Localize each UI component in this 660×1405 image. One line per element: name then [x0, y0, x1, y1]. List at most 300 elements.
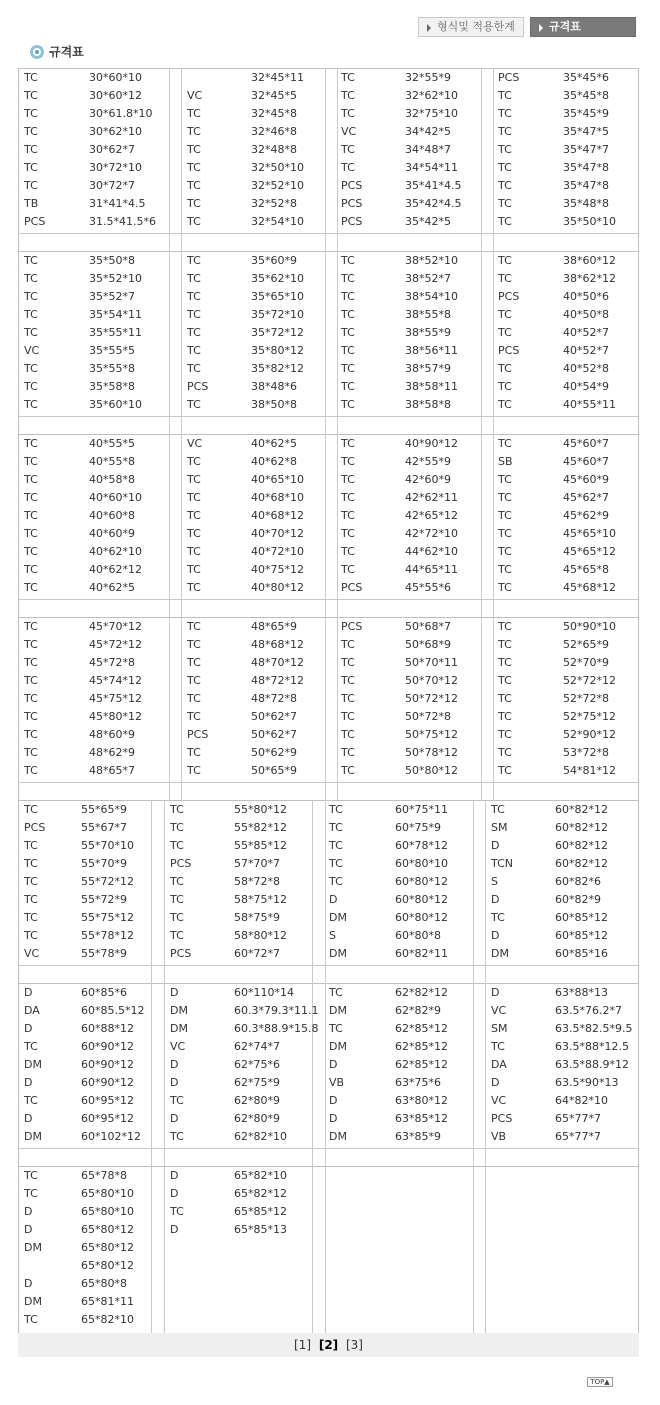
spec-row — [337, 672, 482, 690]
spec-column — [19, 984, 151, 1146]
seal-size: 34*54*11 — [405, 161, 458, 174]
spec-row — [19, 195, 169, 213]
seal-size: 60*82*12 — [555, 839, 608, 852]
seal-size: 55*67*7 — [81, 821, 127, 834]
seal-type: DM — [329, 911, 347, 924]
spec-row — [325, 984, 473, 1002]
spec-row — [19, 252, 169, 270]
seal-size: 40*60*8 — [89, 509, 135, 522]
seal-type: TC — [341, 509, 355, 522]
spec-row — [493, 87, 638, 105]
spec-row — [19, 1002, 151, 1020]
spec-row — [181, 141, 326, 159]
seal-size: 45*60*7 — [563, 455, 609, 468]
seal-type: TC — [187, 638, 201, 651]
spec-row — [164, 1221, 311, 1239]
bullet-icon — [30, 45, 44, 59]
spec-row — [325, 927, 473, 945]
seal-size: 35*47*8 — [563, 161, 609, 174]
seal-type: TC — [498, 563, 512, 576]
spec-column — [325, 801, 473, 963]
seal-type: TC — [341, 746, 355, 759]
spec-row — [181, 87, 326, 105]
seal-size: 38*60*12 — [563, 254, 616, 267]
spec-row — [164, 1056, 311, 1074]
spec-row — [337, 306, 482, 324]
seal-size: 40*55*11 — [563, 398, 616, 411]
spec-row — [164, 1167, 311, 1185]
seal-size: 35*52*10 — [89, 272, 142, 285]
seal-size: 62*80*9 — [234, 1112, 280, 1125]
spec-row — [493, 708, 638, 726]
seal-size: 55*72*12 — [81, 875, 134, 888]
seal-type: VC — [170, 1040, 186, 1053]
seal-type: TC — [341, 728, 355, 741]
seal-size: 50*72*8 — [405, 710, 451, 723]
seal-type: TC — [24, 911, 38, 924]
seal-size: 45*60*7 — [563, 437, 609, 450]
seal-size: 50*65*9 — [251, 764, 297, 777]
seal-type: TC — [498, 674, 512, 687]
spec-row — [325, 1038, 473, 1056]
seal-type: TC — [498, 398, 512, 411]
spec-row — [181, 690, 326, 708]
spec-block — [19, 1167, 638, 1347]
spec-row — [493, 288, 638, 306]
seal-size: 65*77*7 — [555, 1112, 601, 1125]
seal-size: 60*80*12 — [395, 893, 448, 906]
seal-type: TC — [498, 656, 512, 669]
seal-size: 40*70*12 — [251, 527, 304, 540]
spec-row — [325, 1002, 473, 1020]
seal-size: 38*48*6 — [251, 380, 297, 393]
seal-size: 48*72*12 — [251, 674, 304, 687]
spec-row — [337, 270, 482, 288]
seal-type: PCS — [341, 620, 363, 633]
seal-type: TC — [498, 620, 512, 633]
spec-row — [485, 1110, 639, 1128]
seal-type: D — [329, 1094, 338, 1107]
seal-size: 45*70*12 — [89, 620, 142, 633]
spec-row — [19, 726, 169, 744]
seal-type: TC — [170, 875, 184, 888]
spec-row — [493, 543, 638, 561]
spec-row — [19, 360, 169, 378]
seal-type: TC — [187, 398, 201, 411]
seal-size: 50*62*7 — [251, 710, 297, 723]
seal-type: TC — [24, 362, 38, 375]
seal-size: 50*72*12 — [405, 692, 458, 705]
spec-column — [337, 69, 482, 231]
seal-type: VC — [24, 947, 40, 960]
seal-size: 32*45*8 — [251, 107, 297, 120]
seal-type: TC — [24, 491, 38, 504]
spec-column — [19, 435, 169, 597]
spec-row — [485, 909, 639, 927]
seal-type: SB — [498, 455, 513, 468]
seal-size: 65*80*12 — [81, 1259, 134, 1272]
seal-type: TC — [24, 1187, 38, 1200]
seal-type: TC — [329, 986, 343, 999]
spec-row — [337, 744, 482, 762]
seal-size: 35*55*8 — [89, 362, 135, 375]
seal-type: TC — [170, 1094, 184, 1107]
seal-type: TC — [24, 1094, 38, 1107]
spec-row — [181, 270, 326, 288]
spec-row — [485, 837, 639, 855]
seal-type: DM — [329, 1130, 347, 1143]
spec-row — [337, 543, 482, 561]
column-divider — [169, 618, 170, 801]
spec-row — [181, 159, 326, 177]
spec-row — [19, 1185, 151, 1203]
spec-row — [164, 1185, 311, 1203]
seal-size: 50*78*12 — [405, 746, 458, 759]
spec-row — [325, 1128, 473, 1146]
seal-type: DM — [24, 1130, 42, 1143]
seal-size: 60*95*12 — [81, 1112, 134, 1125]
spec-row — [181, 636, 326, 654]
page-link-1[interactable]: [1] — [294, 1338, 311, 1352]
column-divider — [151, 801, 152, 984]
seal-size: 35*62*10 — [251, 272, 304, 285]
spec-row — [337, 342, 482, 360]
seal-size: 62*85*12 — [395, 1040, 448, 1053]
seal-type: TC — [24, 161, 38, 174]
spec-row — [493, 471, 638, 489]
seal-size: 35*47*5 — [563, 125, 609, 138]
seal-type: SM — [491, 1022, 508, 1035]
spec-row — [19, 1311, 151, 1329]
seal-size: 55*78*12 — [81, 929, 134, 942]
seal-size: 62*82*9 — [395, 1004, 441, 1017]
seal-type: TC — [341, 143, 355, 156]
seal-size: 30*60*12 — [89, 89, 142, 102]
seal-type: TC — [170, 911, 184, 924]
spec-row — [485, 945, 639, 963]
spec-row — [164, 819, 311, 837]
spec-row — [19, 69, 169, 87]
spec-column — [19, 1167, 151, 1329]
seal-size: 65*77*7 — [555, 1130, 601, 1143]
seal-size: 60*90*12 — [81, 1076, 134, 1089]
seal-size: 62*85*12 — [395, 1022, 448, 1035]
seal-type: TCN — [491, 857, 513, 870]
seal-type: TC — [24, 254, 38, 267]
seal-size: 38*57*9 — [405, 362, 451, 375]
seal-type: TC — [170, 839, 184, 852]
spec-column — [164, 801, 311, 963]
spec-row — [485, 1128, 639, 1146]
seal-type: TC — [24, 1313, 38, 1326]
seal-size: 63.5*88*12.5 — [555, 1040, 629, 1053]
spec-row — [164, 873, 311, 891]
seal-type: TC — [24, 710, 38, 723]
spec-row — [181, 579, 326, 597]
seal-type: TC — [341, 563, 355, 576]
column-divider — [485, 1167, 486, 1347]
spec-column — [19, 618, 169, 780]
spec-row — [19, 105, 169, 123]
seal-size: 50*68*7 — [405, 620, 451, 633]
tab-spec-table[interactable]: 규격표 — [530, 17, 636, 37]
seal-type: D — [170, 1058, 179, 1071]
tab-form-and-limits[interactable]: 형식및 적용한계 — [418, 17, 524, 37]
seal-size: 52*72*12 — [563, 674, 616, 687]
spec-row — [493, 360, 638, 378]
spec-row — [19, 579, 169, 597]
seal-type: S — [491, 875, 498, 888]
seal-size: 42*62*11 — [405, 491, 458, 504]
spec-column — [181, 618, 326, 780]
spec-row — [181, 69, 326, 87]
seal-size: 44*62*10 — [405, 545, 458, 558]
pagination — [18, 1333, 639, 1357]
seal-type: TC — [498, 362, 512, 375]
seal-size: 35*58*8 — [89, 380, 135, 393]
spec-row — [19, 306, 169, 324]
seal-size: 60*102*12 — [81, 1130, 141, 1143]
spec-row — [19, 396, 169, 414]
spec-block — [19, 801, 638, 984]
spec-column — [485, 801, 639, 963]
seal-type: TC — [498, 473, 512, 486]
spec-row — [19, 1074, 151, 1092]
spec-row — [493, 105, 638, 123]
spec-row — [493, 453, 638, 471]
seal-type: PCS — [187, 728, 209, 741]
seal-type: TC — [187, 656, 201, 669]
spec-row — [325, 855, 473, 873]
seal-size: 32*48*8 — [251, 143, 297, 156]
seal-size: 45*65*8 — [563, 563, 609, 576]
spec-row — [337, 561, 482, 579]
seal-type: TC — [491, 1040, 505, 1053]
seal-size: 60*75*11 — [395, 803, 448, 816]
seal-type: TC — [341, 710, 355, 723]
seal-size: 35*45*9 — [563, 107, 609, 120]
seal-size: 38*62*12 — [563, 272, 616, 285]
spec-row — [325, 909, 473, 927]
spec-row — [493, 435, 638, 453]
spec-row — [493, 378, 638, 396]
spec-column — [181, 69, 326, 231]
row-separator — [19, 599, 638, 600]
spec-row — [19, 543, 169, 561]
seal-type: TC — [24, 326, 38, 339]
seal-type: TC — [24, 1040, 38, 1053]
spec-row — [181, 525, 326, 543]
seal-type: PCS — [498, 344, 520, 357]
seal-size: 30*62*7 — [89, 143, 135, 156]
seal-size: 35*45*6 — [563, 71, 609, 84]
seal-size: 62*80*9 — [234, 1094, 280, 1107]
seal-type: TC — [341, 344, 355, 357]
seal-size: 40*72*10 — [251, 545, 304, 558]
seal-size: 60.3*79.3*11.1 — [234, 1004, 319, 1017]
seal-type: TC — [24, 638, 38, 651]
seal-size: 40*62*8 — [251, 455, 297, 468]
spec-row — [325, 801, 473, 819]
seal-type: TC — [498, 179, 512, 192]
seal-size: 45*75*12 — [89, 692, 142, 705]
spec-block — [19, 984, 638, 1167]
seal-size: 52*65*9 — [563, 638, 609, 651]
spec-block — [19, 435, 638, 618]
spec-row — [493, 123, 638, 141]
seal-type: TC — [341, 692, 355, 705]
seal-type: TC — [341, 398, 355, 411]
seal-size: 52*90*12 — [563, 728, 616, 741]
seal-size: 35*50*8 — [89, 254, 135, 267]
seal-type: TC — [187, 545, 201, 558]
spec-row — [181, 324, 326, 342]
spec-row — [19, 819, 151, 837]
spec-row — [19, 177, 169, 195]
seal-type: TC — [329, 803, 343, 816]
seal-type: TC — [498, 215, 512, 228]
spec-row — [493, 195, 638, 213]
seal-type: DA — [24, 1004, 40, 1017]
spec-row — [493, 579, 638, 597]
seal-size: 35*41*4.5 — [405, 179, 462, 192]
spec-row — [485, 855, 639, 873]
column-divider — [312, 801, 313, 984]
seal-type: TC — [24, 380, 38, 393]
spec-row — [325, 1056, 473, 1074]
seal-type: TC — [498, 143, 512, 156]
seal-size: 38*56*11 — [405, 344, 458, 357]
spec-block — [19, 69, 638, 252]
seal-type: D — [170, 986, 179, 999]
spec-row — [164, 837, 311, 855]
spec-row — [485, 927, 639, 945]
spec-row — [337, 105, 482, 123]
seal-size: 53*72*8 — [563, 746, 609, 759]
seal-size: 54*81*12 — [563, 764, 616, 777]
spec-row — [337, 690, 482, 708]
spec-row — [337, 324, 482, 342]
seal-type: VB — [491, 1130, 507, 1143]
spec-row — [19, 762, 169, 780]
seal-size: 30*61.8*10 — [89, 107, 153, 120]
seal-type: DM — [329, 947, 347, 960]
spec-row — [337, 288, 482, 306]
spec-row — [181, 177, 326, 195]
seal-size: 50*68*9 — [405, 638, 451, 651]
spec-row — [325, 945, 473, 963]
seal-type: TC — [341, 473, 355, 486]
seal-size: 35*60*9 — [251, 254, 297, 267]
seal-size: 42*72*10 — [405, 527, 458, 540]
column-divider — [312, 1167, 313, 1347]
seal-size: 48*70*12 — [251, 656, 304, 669]
spec-row — [19, 891, 151, 909]
spec-row — [19, 873, 151, 891]
section-title-text: 규격표 — [49, 45, 84, 59]
seal-type: TC — [341, 455, 355, 468]
spec-row — [493, 762, 638, 780]
spec-row — [19, 1221, 151, 1239]
spec-row — [493, 636, 638, 654]
seal-size: 32*62*10 — [405, 89, 458, 102]
page-link-3[interactable]: [3] — [345, 1338, 363, 1352]
seal-type: TC — [24, 674, 38, 687]
spec-row — [19, 927, 151, 945]
spec-row — [337, 195, 482, 213]
spec-row — [181, 489, 326, 507]
seal-size: 32*54*10 — [251, 215, 304, 228]
seal-size: 45*65*10 — [563, 527, 616, 540]
seal-type: D — [24, 1205, 33, 1218]
seal-size: 35*47*8 — [563, 179, 609, 192]
spec-row — [493, 252, 638, 270]
seal-type: TC — [187, 473, 201, 486]
seal-type: D — [170, 1223, 179, 1236]
seal-size: 55*70*10 — [81, 839, 134, 852]
seal-type: D — [170, 1169, 179, 1182]
seal-size: 65*80*10 — [81, 1187, 134, 1200]
page-link-2[interactable]: [2] — [318, 1338, 339, 1352]
seal-type: TC — [498, 491, 512, 504]
top-button[interactable]: TOP▲ — [587, 1377, 613, 1387]
seal-size: 32*45*5 — [251, 89, 297, 102]
spec-row — [19, 909, 151, 927]
seal-size: 35*72*12 — [251, 326, 304, 339]
seal-size: 40*50*8 — [563, 308, 609, 321]
seal-size: 35*54*11 — [89, 308, 142, 321]
seal-size: 42*60*9 — [405, 473, 451, 486]
seal-type: TC — [187, 125, 201, 138]
seal-size: 45*72*12 — [89, 638, 142, 651]
seal-type: DM — [491, 947, 509, 960]
seal-size: 65*80*12 — [81, 1241, 134, 1254]
column-divider — [325, 1167, 326, 1347]
seal-type: TC — [24, 620, 38, 633]
spec-row — [181, 306, 326, 324]
seal-size: 42*65*12 — [405, 509, 458, 522]
seal-size: 48*65*7 — [89, 764, 135, 777]
seal-size: 60*82*12 — [555, 857, 608, 870]
spec-row — [485, 819, 639, 837]
seal-type: D — [329, 893, 338, 906]
seal-type: VB — [329, 1076, 345, 1089]
seal-size: 58*75*12 — [234, 893, 287, 906]
seal-size: 40*65*10 — [251, 473, 304, 486]
seal-type: TC — [341, 161, 355, 174]
spec-row — [337, 654, 482, 672]
seal-type: D — [491, 1076, 500, 1089]
seal-size: 35*72*10 — [251, 308, 304, 321]
seal-type: TC — [24, 746, 38, 759]
seal-type: TC — [498, 638, 512, 651]
spec-row — [19, 288, 169, 306]
seal-size: 35*60*10 — [89, 398, 142, 411]
seal-size: 63*85*9 — [395, 1130, 441, 1143]
seal-type: TC — [170, 1205, 184, 1218]
spec-column — [325, 984, 473, 1146]
seal-size: 40*60*10 — [89, 491, 142, 504]
spec-row — [19, 489, 169, 507]
seal-size: 40*62*12 — [89, 563, 142, 576]
seal-type: DM — [24, 1295, 42, 1308]
seal-type: PCS — [491, 1112, 513, 1125]
spec-row — [485, 1020, 639, 1038]
seal-size: 48*68*12 — [251, 638, 304, 651]
seal-type: TC — [24, 125, 38, 138]
seal-type: D — [491, 893, 500, 906]
spec-row — [493, 324, 638, 342]
